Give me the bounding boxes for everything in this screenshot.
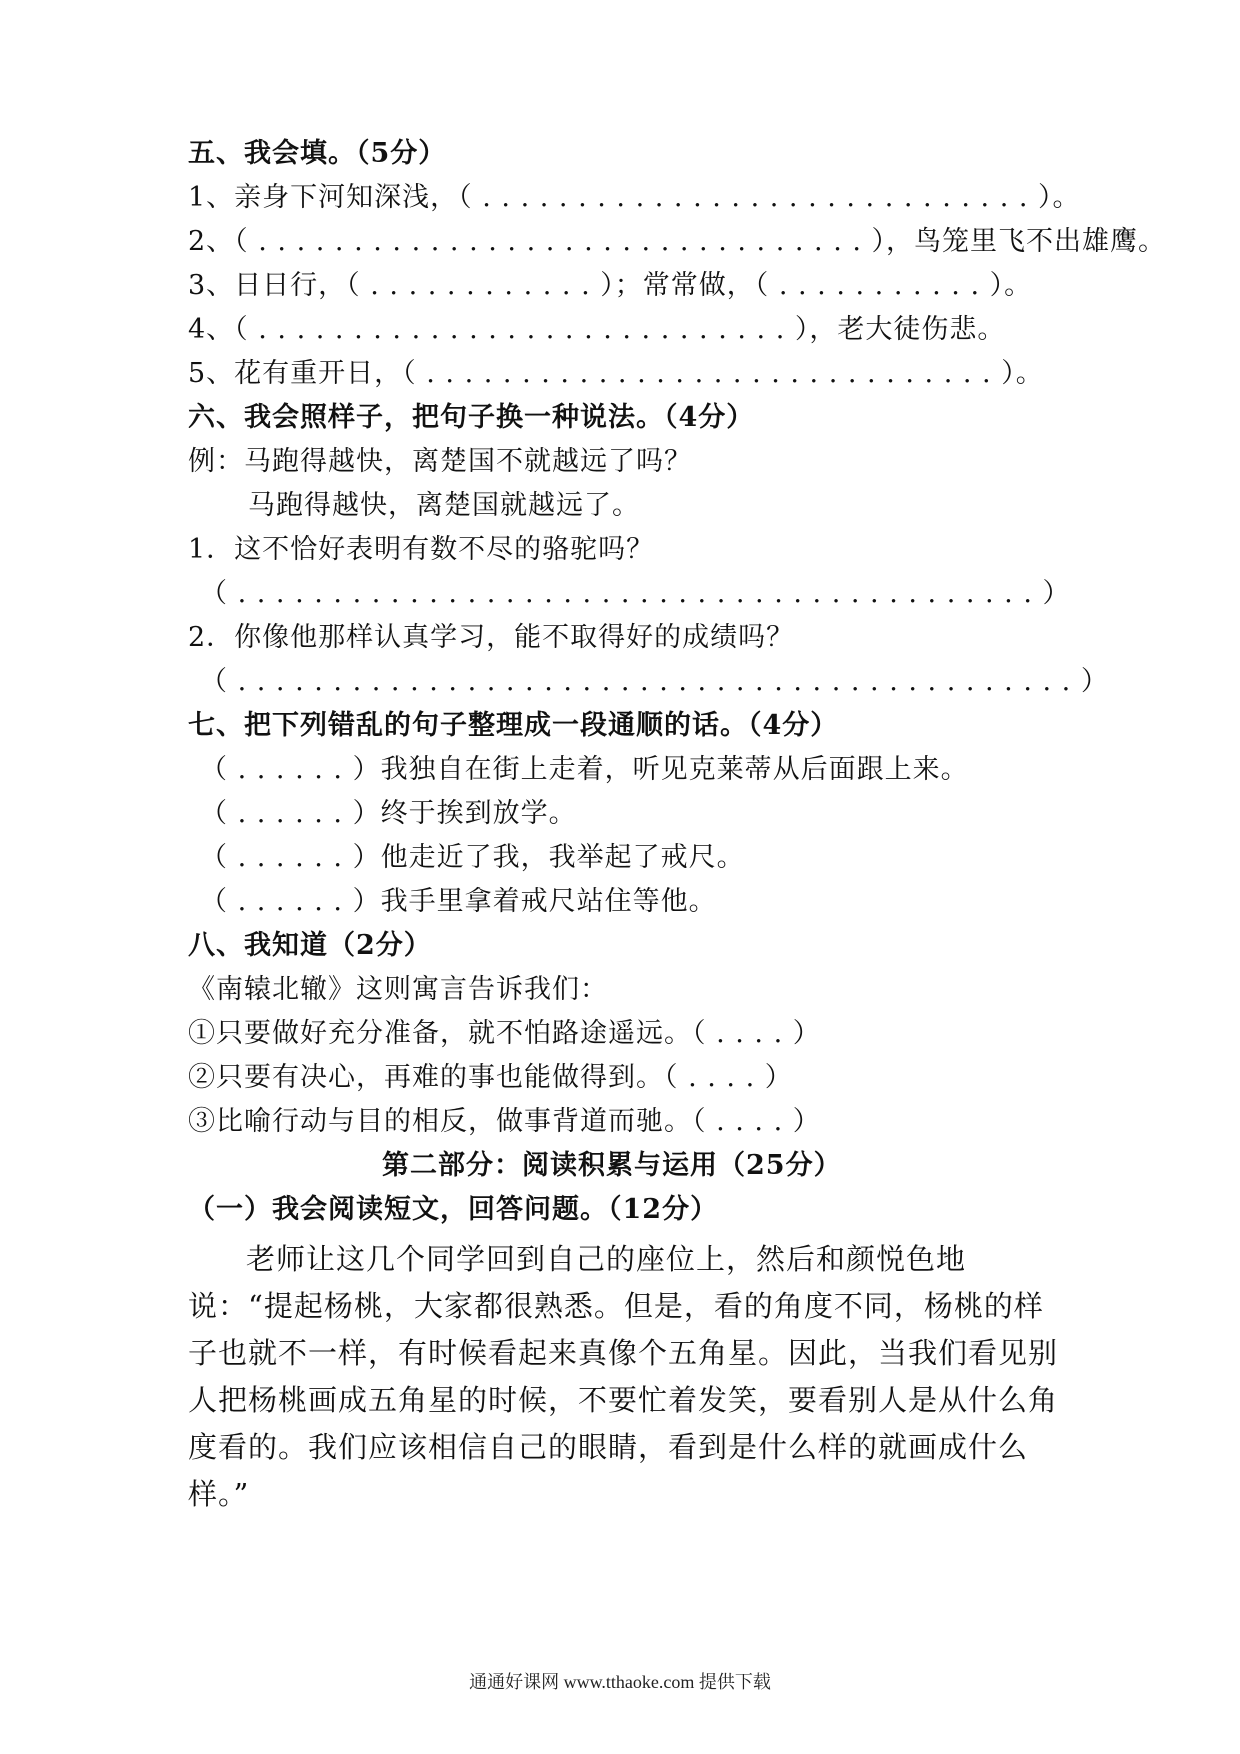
example-answer: 马跑得越快，离楚国就越远了。: [248, 490, 640, 521]
section-6-heading: 六、我会照样子，把句子换一种说法。（4分）: [188, 402, 755, 433]
section-5-heading: 五、我会填。（5分）: [188, 138, 447, 169]
reading-passage: 老师让这几个同学回到自己的座位上，然后和颜悦色地说：“提起杨桃，大家都很熟悉。但是，看的角度不同，杨桃的样子也就不一样，有时候看起来真像个五角星。因此，当我们看见别人把杨桃画成五角星的时候，不要忙着发笑，要看别人是从什么角度看的。我们应该相信自己的眼睛，看到是什么样的就画成什么样。”: [188, 1242, 1059, 1511]
fill-item-4: 4、（ . . . . . . . . . . . . . . . . . . . . . . . . . . . . ），老大徒伤悲。: [188, 314, 1006, 345]
order-sentence-2: （ . . . . . . ）终于挨到放学。: [200, 798, 577, 829]
rewrite-answer-blank-1: （ . . . . . . . . . . . . . . . . . . . . . . . . . . . . . . . . . . . . . . . . . . ）: [200, 578, 1071, 609]
fable-prompt: 《南辕北辙》这则寓言告诉我们：: [188, 974, 608, 1005]
fill-item-2: 2、（ . . . . . . . . . . . . . . . . . . . . . . . . . . . . . . . . ），鸟笼里飞不出雄鹰。: [188, 226, 1167, 257]
order-sentence-4: （ . . . . . . ）我手里拿着戒尺站住等他。: [200, 886, 717, 917]
section-7-heading: 七、把下列错乱的句子整理成一段通顺的话。（4分）: [188, 710, 839, 741]
footer-source: 通通好课网 www.tthaoke.com 提供下载: [469, 1672, 771, 1692]
choice-3: ③比喻行动与目的相反，做事背道而驰。（ . . . . ）: [188, 1106, 821, 1137]
example-question: 例：马跑得越快，离楚国不就越远了吗？: [188, 446, 692, 477]
order-sentence-3: （ . . . . . . ）他走近了我，我举起了戒尺。: [200, 842, 745, 873]
fill-item-3: 3、日日行，（ . . . . . . . . . . . . ）；常常做，（ . . . . . . . . . . . ）。: [188, 270, 1033, 301]
rewrite-question-1: 1．这不恰好表明有数不尽的骆驼吗？: [188, 534, 655, 565]
part-2-title: 第二部分：阅读积累与运用（25分）: [382, 1150, 842, 1181]
reading-1-heading: （一）我会阅读短文，回答问题。（12分）: [188, 1194, 719, 1225]
rewrite-answer-blank-2: （ . . . . . . . . . . . . . . . . . . . . . . . . . . . . . . . . . . . . . . . . . . . . ）: [200, 666, 1109, 697]
choice-1: ①只要做好充分准备，就不怕路途遥远。（ . . . . ）: [188, 1018, 821, 1049]
fill-item-5: 5、花有重开日，（ . . . . . . . . . . . . . . . . . . . . . . . . . . . . . . ）。: [188, 358, 1044, 389]
section-8-heading: 八、我知道（2分）: [188, 930, 432, 961]
rewrite-question-2: 2．你像他那样认真学习，能不取得好的成绩吗？: [188, 622, 795, 653]
order-sentence-1: （ . . . . . . ）我独自在街上走着，听见克莱蒂从后面跟上来。: [200, 754, 969, 785]
choice-2: ②只要有决心，再难的事也能做得到。（ . . . . ）: [188, 1062, 793, 1093]
fill-item-1: 1、亲身下河知深浅，（ . . . . . . . . . . . . . . . . . . . . . . . . . . . . . ）。: [188, 182, 1081, 213]
